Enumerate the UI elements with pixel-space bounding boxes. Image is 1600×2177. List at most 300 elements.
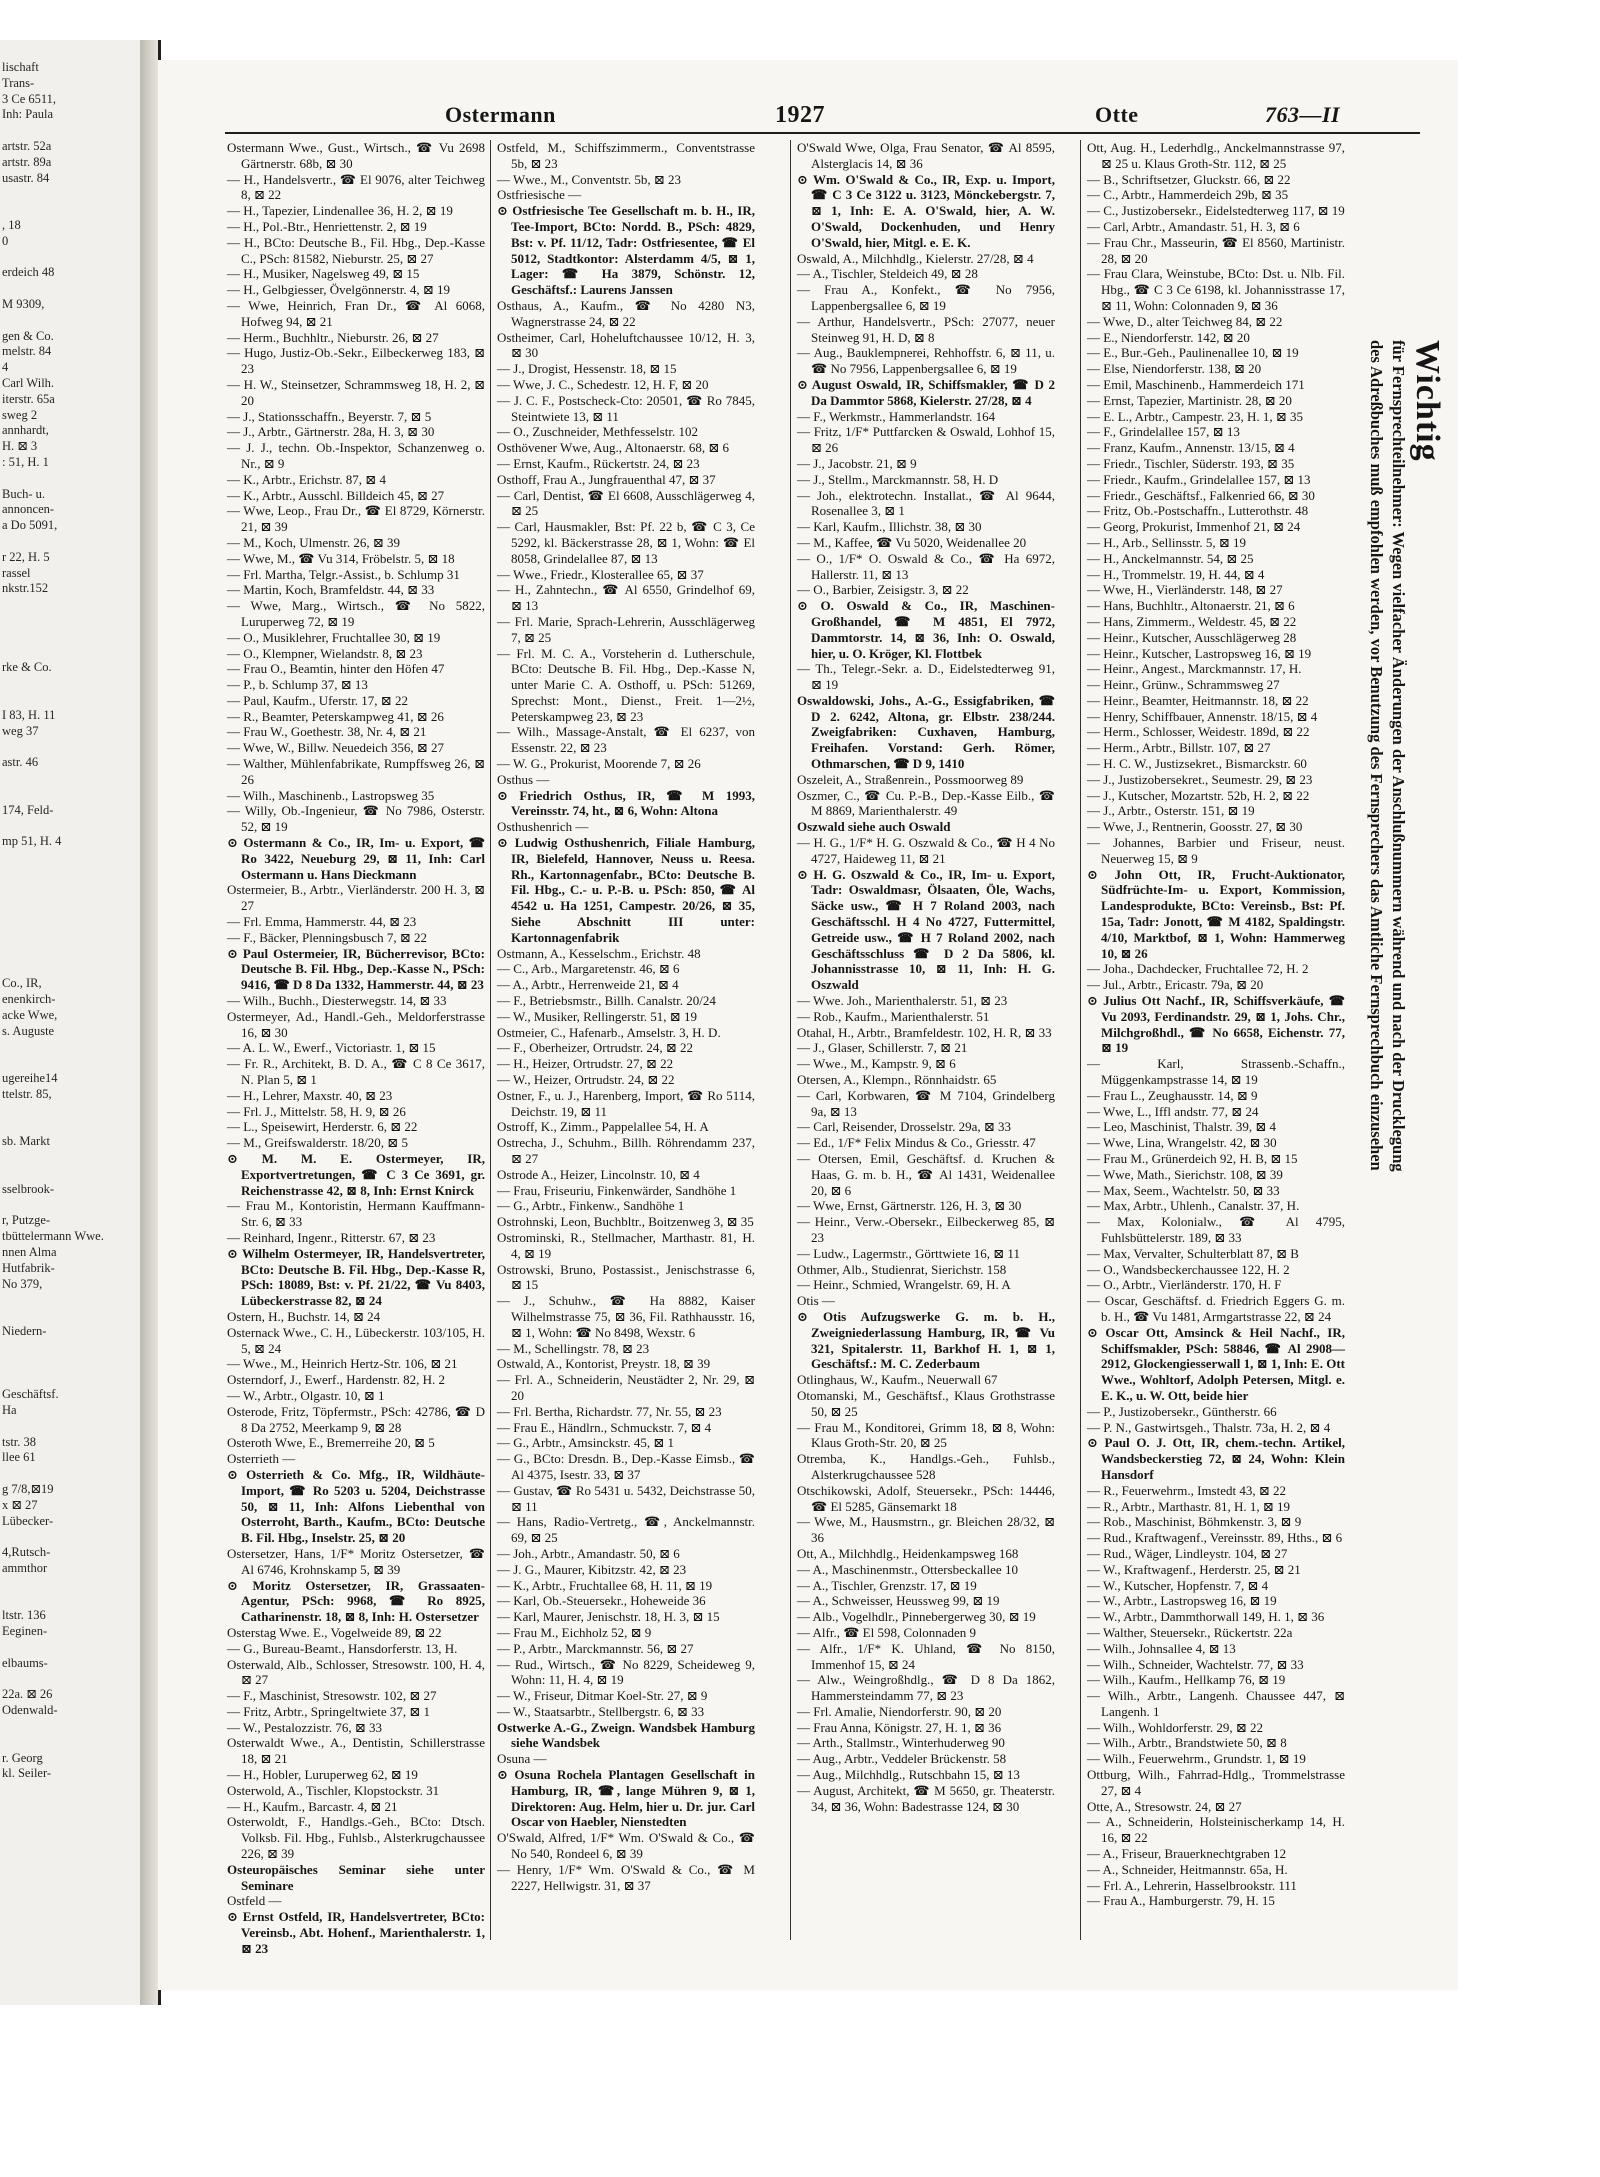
directory-entry: — Fritz, 1/F* Puttfarcken & Oswald, Lohhof 15, ⊠ 26	[797, 424, 1055, 456]
header-first-name: Ostermann	[445, 102, 556, 127]
directory-entry: Osuna —	[497, 1751, 547, 1767]
directory-entry: Ott, A., Milchhdlg., Heidenkampsweg 168	[797, 1545, 1019, 1561]
directory-entry: — J., Stellm., Marckmannstr. 58, H. D	[797, 471, 999, 487]
left-page-fragment: Carl Wilh.	[2, 376, 55, 390]
directory-entry: — H., Tapezier, Lindenallee 36, H. 2, ⊠ 19	[227, 203, 453, 219]
directory-entry: — Frau O., Beamtin, hinter den Höfen 47	[227, 661, 445, 677]
directory-entry: Osterndorf, J., Ewerf., Hardenstr. 82, H. 2	[227, 1372, 446, 1388]
directory-entry: — W., Musiker, Rellingerstr. 51, ⊠ 19	[497, 1008, 697, 1024]
directory-entry: — H., Pol.-Btr., Henriettenstr. 2, ⊠ 19	[227, 218, 427, 234]
directory-entry: — E., Bur.-Geh., Paulinenallee 10, ⊠ 19	[1087, 345, 1299, 361]
directory-entry: — W., Staatsarbtr., Stellbergstr. 6, ⊠ 33	[497, 1703, 705, 1719]
left-page-fragment: sb. Markt	[2, 1134, 50, 1149]
directory-entry: — Karl, Maurer, Jenischstr. 18, H. 3, ⊠ 15	[497, 1609, 720, 1625]
left-page-fragment: 4	[2, 360, 9, 375]
directory-entry: — A., Tischler, Steldeich 49, ⊠ 28	[797, 266, 978, 282]
left-page-fragment: tbüttelermann Wwe.	[2, 1229, 104, 1244]
directory-entry: Ostmeier, C., Hafenarb., Amselstr. 3, H. D.	[497, 1024, 721, 1040]
directory-entry: Otahal, H., Arbtr., Bramfeldestr. 102, H. R, ⊠ 33	[797, 1024, 1052, 1040]
directory-entry: — Martin, Koch, Bramfeldstr. 44, ⊠ 33	[227, 582, 435, 598]
directory-entry: — Frl. A., Lehrerin, Hasselbrookstr. 111	[1087, 1877, 1297, 1893]
firm-entry: ⊙ Paul O. J. Ott, IR, chem.-techn. Artikel, Wandsbeckerstieg 72, ⊠ 24, Wohn: Klein Hansdorf	[1087, 1435, 1345, 1482]
directory-entry: Osterwald, Alb., Schlosser, Stresowstr. 100, H. 4, ⊠ 27	[227, 1656, 485, 1688]
directory-entry: — C., Justizobersekr., Eidelstedterweg 117, ⊠ 19	[1087, 203, 1345, 219]
directory-entry: — Wilh., Schneider, Wachtelstr. 77, ⊠ 33	[1087, 1656, 1304, 1672]
directory-entry: — Leo, Maschinist, Thalstr. 39, ⊠ 4	[1087, 1119, 1277, 1135]
directory-entry: Osthus —	[497, 771, 550, 787]
directory-entry: — W., Arbtr., Lastropsweg 16, ⊠ 19	[1087, 1593, 1277, 1609]
directory-entry: Ostermeier, B., Arbtr., Vierländerstr. 200 H. 3, ⊠ 27	[227, 882, 485, 914]
directory-entry: — M., Greifswalderstr. 18/20, ⊠ 5	[227, 1135, 408, 1151]
directory-entry: Otersen, A., Klempn., Rönnhaidstr. 65	[797, 1072, 997, 1088]
directory-entry: — Walther, Mühlenfabrikate, Rumpffsweg 26, ⊠ 26	[227, 756, 485, 787]
directory-entry: Ostern, H., Buchstr. 14, ⊠ 24	[227, 1308, 381, 1324]
left-page-fragment: astr. 46	[2, 755, 39, 770]
directory-entry: — J., Stationsschaffn., Beyerstr. 7, ⊠ 5	[227, 408, 432, 424]
directory-entry: — Heinr., Angest., Marckmannstr. 17, H.	[1087, 661, 1302, 677]
directory-entry: — Frl. J., Mittelstr. 58, H. 9, ⊠ 26	[227, 1103, 406, 1119]
left-page-fragment: Odenwald-	[2, 1703, 58, 1718]
directory-entry: — Ed., 1/F* Felix Mindus & Co., Griesstr. 47	[797, 1135, 1036, 1151]
left-page-fragment: gen & Co.	[2, 328, 54, 343]
directory-entry: Ostersetzer, Hans, 1/F* Moritz Ostersetzer, ☎ Al 6746, Krohnskamp 5, ⊠ 39	[227, 1545, 485, 1577]
directory-entry: — Wwe, Ernst, Gärtnerstr. 126, H. 3, ⊠ 30	[797, 1198, 1022, 1214]
directory-entry: — Frau A., Hamburgerstr. 79, H. 15	[1087, 1893, 1275, 1909]
left-page-fragment: usastr. 84	[2, 170, 50, 185]
directory-entry: — Joh., Arbtr., Amandastr. 50, ⊠ 6	[497, 1545, 680, 1561]
directory-entry: Oswald, A., Milchhdlg., Kielerstr. 27/28, ⊠ 4	[797, 250, 1034, 266]
left-page-fragment: artstr. 52a	[2, 139, 52, 153]
header-last-name: Otte	[1095, 102, 1139, 127]
directory-entry: — H., Heizer, Ortrudstr. 27, ⊠ 22	[497, 1056, 674, 1072]
directory-entry: — Heinr., Kutscher, Lastropsweg 16, ⊠ 19	[1087, 645, 1312, 661]
directory-entry: — Friedr., Tischler, Süderstr. 193, ⊠ 35	[1087, 455, 1295, 471]
directory-entry: — Herm., Buchhltr., Nieburstr. 26, ⊠ 27	[227, 329, 439, 345]
directory-entry: — Carl, Arbtr., Amandastr. 51, H. 3, ⊠ 6	[1087, 218, 1300, 234]
firm-entry: ⊙ H. G. Oszwald & Co., IR, Im- u. Export, Tadr: Oswaldmasr, Ölsaaten, Öle, Wachs, Säcke usw., ☎ H 7 Roland 2003, nach Geschäftsschl. H 4 No 4727, Futtermittel, Getreide usw., ☎ H 7 Roland 2002, nach Geschäftsschluss ☎ D 2 Da 5806, kl. Johannisstrasse 10, ⊠ 11, Inh: H. G. Oszwald	[797, 866, 1055, 993]
directory-entry: — Carl, Hausmakler, Bst: Pf. 22 b, ☎ C 3, Ce 5292, kl. Bäckerstrasse 28, ⊠ 1, Wohn: ☎ El 8058, Grindelallee 87, ⊠ 13	[497, 519, 755, 566]
directory-entry: — H., Trommelstr. 19, H. 44, ⊠ 4	[1087, 566, 1265, 582]
directory-entry: Ostrominski, R., Stellmacher, Marthastr. 81, H. 4, ⊠ 19	[497, 1229, 755, 1261]
left-page-fragment: annoncen-	[2, 502, 55, 517]
directory-entry: — Henry, 1/F* Wm. O'Swald & Co., ☎ M 2227, Hellwigstr. 31, ⊠ 37	[497, 1861, 755, 1893]
directory-entry: — H., Musiker, Nagelsweg 49, ⊠ 15	[227, 266, 420, 282]
vertical-notice	[1355, 340, 1455, 1920]
directory-entry: Ottburg, Wilh., Fahrrad-Hdlg., Trommelstrasse 27, ⊠ 4	[1087, 1767, 1345, 1798]
directory-column-4	[1087, 140, 1345, 1940]
directory-entry: — W., Friseur, Ditmar Koel-Str. 27, ⊠ 9	[497, 1688, 708, 1704]
directory-entry: — Willy, Ob.-Ingenieur, ☎ No 7986, Osterstr. 52, ⊠ 19	[227, 803, 485, 835]
directory-entry: O'Swald Wwe, Olga, Frau Senator, ☎ Al 8595, Alsterglacis 14, ⊠ 36	[797, 140, 1055, 171]
directory-entry: — Frau W., Goethestr. 38, Nr. 4, ⊠ 21	[227, 724, 427, 740]
directory-entry: — H., BCto: Deutsche B., Fil. Hbg., Dep.-Kasse C., PSch: 81582, Nieburstr. 25, ⊠ 27	[227, 234, 485, 266]
column-rule	[790, 140, 791, 1940]
directory-entry: — Wilh., Arbtr., Brandstwiete 50, ⊠ 8	[1087, 1735, 1287, 1751]
directory-entry: — Frau Clara, Weinstube, BCto: Dst. u. Nlb. Fil. Hbg., ☎ C 3 Ce 6198, kl. Johannisstrasse 17, ⊠ 11, Wohn: Colonnaden 9, ⊠ 36	[1087, 266, 1345, 313]
notice-line: des Adreßbuches muß empfohlen werden, vor Benutzung des Fernsprechers das Amtliche Fernsprechbuch einzusehen	[1367, 340, 1386, 1171]
directory-entry: — Hans, Radio-Vertretg., ☎, Anckelmannstr. 69, ⊠ 25	[497, 1514, 755, 1546]
directory-entry: — Wilh., Massage-Anstalt, ☎ El 6237, von Essenstr. 22, ⊠ 23	[497, 724, 755, 756]
directory-entry: — F., Betriebsmstr., Billh. Canalstr. 20/24	[497, 993, 716, 1009]
directory-entry: Osteroth Wwe, E., Bremerreihe 20, ⊠ 5	[227, 1435, 435, 1451]
left-page-fragment: artstr. 89a	[2, 154, 52, 169]
directory-entry: — G., BCto: Dresdn. B., Dep.-Kasse Eimsb., ☎ Al 4375, Isestr. 33, ⊠ 37	[497, 1451, 755, 1482]
directory-entry: — C., Arb., Margaretenstr. 46, ⊠ 6	[497, 961, 680, 977]
directory-entry: — Otersen, Emil, Geschäftsf. d. Kruchen & Haas, G. m. b. H., ☎ Al 1431, Weidenallee 20, ⊠ 6	[797, 1151, 1055, 1198]
directory-entry: — B., Schriftsetzer, Gluckstr. 66, ⊠ 22	[1087, 171, 1291, 187]
directory-entry: — R., Feuerwehrm., Imstedt 43, ⊠ 22	[1087, 1482, 1287, 1498]
left-page-fragment: s. Auguste	[2, 1023, 55, 1038]
directory-entry: — R., Arbtr., Marthastr. 81, H. 1, ⊠ 19	[1087, 1498, 1290, 1514]
directory-entry: — Heinr., Kutscher, Ausschlägerweg 28	[1087, 629, 1297, 645]
left-page-fragment: weg 37	[2, 723, 39, 738]
directory-entry: — Wwe. Joh., Marienthalerstr. 51, ⊠ 23	[797, 993, 1008, 1009]
directory-entry: — Wwe, W., Billw. Neuedeich 356, ⊠ 27	[227, 740, 445, 756]
left-page-fragment: sweg 2	[2, 407, 38, 422]
directory-entry: — Franz, Kaufm., Annenstr. 13/15, ⊠ 4	[1087, 440, 1295, 456]
firm-entry: ⊙ Oscar Ott, Amsinck & Heil Nachf., IR, Schiffsmakler, PSch: 58846, ☎ Al 2908—2912, Glockengiesserwall 1, ⊠ 1, Inh: E. Ott Wwe., Wohltorf, Adolph Petersen, Mitgl. e. E. K., u. W. Ott, beide hier	[1087, 1324, 1345, 1403]
directory-entry: — J. C. F., Postscheck-Cto: 20501, ☎ Ro 7845, Steintwiete 13, ⊠ 11	[497, 392, 755, 424]
directory-entry: — Friedr., Kaufm., Grindelallee 157, ⊠ 13	[1087, 471, 1311, 487]
directory-entry: — Ludw., Lagermstr., Görttwiete 16, ⊠ 11	[797, 1245, 1020, 1261]
left-page-fragment: ugereihe14	[2, 1071, 58, 1086]
left-page-fragment: 22a. ⊠ 26	[2, 1687, 53, 1702]
directory-entry: — August, Architekt, ☎ M 5650, gr. Theaterstr. 34, ⊠ 36, Wohn: Badestrasse 124, ⊠ 30	[797, 1782, 1055, 1814]
directory-entry: — Frau A., Konfekt., ☎ No 7956, Lappenbergsallee 6, ⊠ 19	[797, 282, 1055, 313]
left-page-fragment: sselbrook-	[2, 1181, 55, 1196]
directory-entry: — H., Gelbgiesser, Övelgönnerstr. 4, ⊠ 19	[227, 282, 451, 298]
directory-entry: Ostrowski, Bruno, Postassist., Jenischstrasse 6, ⊠ 15	[497, 1261, 755, 1293]
directory-entry: — Frau M., Kontoristin, Hermann Kauffmann-Str. 6, ⊠ 33	[227, 1198, 485, 1230]
directory-entry: — A., Schweisser, Heussweg 99, ⊠ 19	[797, 1593, 1000, 1609]
directory-entry: — O., Klempner, Wielandstr. 8, ⊠ 23	[227, 645, 423, 661]
directory-entry: — F., Oberheizer, Ortrudstr. 24, ⊠ 22	[497, 1040, 693, 1056]
directory-entry: — Aug., Milchhdlg., Rutschbahn 15, ⊠ 13	[797, 1767, 1020, 1783]
directory-entry: — Wilh., Buchh., Diesterwegstr. 14, ⊠ 33	[227, 993, 447, 1009]
directory-column-1	[227, 140, 485, 1956]
firm-entry: ⊙ Ludwig Osthushenrich, Filiale Hamburg, IR, Bielefeld, Hannover, Neuss u. Reesa. Rh., Kartonnagenfabr., BCto: Deutsche B. Fil. Hbg., C.- u. P.-B. u. PSch: 850, ☎ Al 4542 u. Ha 1251, Campestr. 20/26, ⊠ 35, Siehe Abschnitt III unter: Kartonnagenfabrik	[497, 835, 755, 945]
directory-entry: — J., Arbtr., Osterstr. 151, ⊠ 19	[1087, 803, 1255, 819]
directory-entry: — Frau, Friseuriu, Finkenwärder, Sandhöhe 1	[497, 1182, 737, 1198]
directory-entry: — Joha., Dachdecker, Fruchtallee 72, H. 2	[1087, 961, 1309, 977]
directory-entry: — Ernst, Tapezier, Martinistr. 28, ⊠ 20	[1087, 392, 1292, 408]
directory-entry: — Frau Chr., Masseurin, ☎ El 8560, Martinistr. 28, ⊠ 20	[1087, 234, 1345, 266]
directory-entry: — Aug., Bauklempnerei, Rehhoffstr. 6, ⊠ 11, u. ☎ No 7956, Lappenbergsallee 6, ⊠ 19	[797, 345, 1055, 377]
left-page-fragment: Eeginen-	[2, 1624, 48, 1639]
directory-entry: — A., Maschinenmstr., Ottersbeckallee 10	[797, 1561, 1018, 1577]
directory-entry: — P., Justizobersekr., Güntherstr. 66	[1087, 1403, 1277, 1419]
directory-entry: — P., Arbtr., Marckmannstr. 56, ⊠ 27	[497, 1640, 694, 1656]
left-page-fragment: nnen Alma	[2, 1245, 57, 1259]
directory-entry: — H., Hobler, Luruperweg 62, ⊠ 19	[227, 1767, 418, 1783]
left-page-fragment: 3 Ce 6511,	[2, 91, 57, 106]
directory-entry: — Wilh., Arbtr., Langenh. Chaussee 447, ⊠ Langenh. 1	[1087, 1688, 1345, 1719]
column-rule	[490, 140, 491, 1940]
directory-entry: Ostfriesische —	[497, 187, 582, 203]
left-page-fragment: Hutfabrik-	[2, 1260, 55, 1275]
directory-entry: — Alb., Vogelhdlr., Pinnebergerweg 30, ⊠ 19	[797, 1609, 1036, 1625]
left-page-fragment: M 9309,	[2, 297, 45, 311]
directory-entry: — Frl. Martha, Telgr.-Assist., b. Schlump 31	[227, 566, 460, 582]
directory-entry: — G., Bureau-Beamt., Hansdorferstr. 13, H.	[227, 1640, 458, 1656]
directory-entry: Oszmer, C., ☎ Cu. P.-B., Dep.-Kasse Eilb., ☎ M 8869, Marienthalerstr. 49	[797, 787, 1055, 819]
directory-entry: — G., Arbtr., Amsinckstr. 45, ⊠ 1	[497, 1435, 675, 1451]
column-rule	[1080, 140, 1081, 1940]
left-page-fragment: acke Wwe,	[2, 1008, 58, 1022]
directory-entry: — Rob., Kaufm., Marienthalerstr. 51	[797, 1008, 990, 1024]
directory-entry: Ott, Aug. H., Lederhdlg., Anckelmannstrasse 97, ⊠ 25 u. Klaus Groth-Str. 112, ⊠ 25	[1087, 140, 1345, 171]
left-page-fragment: kl. Seiler-	[2, 1766, 52, 1781]
directory-entry: Osterwold, A., Tischler, Klopstockstr. 31	[227, 1782, 440, 1798]
directory-entry: — Hugo, Justiz-Ob.-Sekr., Eilbeckerweg 183, ⊠ 23	[227, 345, 485, 377]
directory-entry: Ostwald, A., Kontorist, Preystr. 18, ⊠ 39	[497, 1356, 711, 1372]
directory-entry: — Wwe, J. C., Schedestr. 12, H. F, ⊠ 20	[497, 376, 709, 392]
directory-entry: — Hans, Zimmerm., Weldestr. 45, ⊠ 22	[1087, 613, 1297, 629]
left-page-fragment: 4,Rutsch-	[2, 1545, 51, 1560]
directory-entry: — Emil, Maschinenb., Hammerdeich 171	[1087, 376, 1305, 392]
directory-entry: — Rud., Wirtsch., ☎ No 8229, Scheideweg 9, Wohn: 11, H. 4, ⊠ 19	[497, 1656, 755, 1688]
left-page-fragment: ttelstr. 85,	[2, 1087, 52, 1101]
directory-entry: — H., Anckelmannstr. 54, ⊠ 25	[1087, 550, 1254, 566]
directory-entry: — W., Kutscher, Hopfenstr. 7, ⊠ 4	[1087, 1577, 1269, 1593]
directory-entry: — Else, Niendorferstr. 138, ⊠ 20	[1087, 361, 1262, 377]
left-page-fragment: nkstr.152	[2, 581, 49, 596]
directory-entry: Osthövener Wwe, Aug., Altonaerstr. 68, ⊠ 6	[497, 440, 729, 456]
directory-entry: — Friedr., Geschäftsf., Falkenried 66, ⊠ 30	[1087, 487, 1315, 503]
left-page-fragment: iterstr. 65a	[2, 391, 55, 406]
directory-entry: — W., Pestalozzistr. 76, ⊠ 33	[227, 1719, 382, 1735]
directory-entry: — Wwe., Friedr., Klosterallee 65, ⊠ 37	[497, 566, 704, 582]
directory-entry: Osthaus, A., Kaufm., ☎ No 4280 N3, Wagnerstrasse 24, ⊠ 22	[497, 297, 755, 329]
firm-entry: ⊙ Ostermann & Co., IR, Im- u. Export, ☎ Ro 3422, Neueburg 29, ⊠ 11, Inh: Carl Ostermann u. Hans Dieckmann	[227, 835, 485, 882]
directory-entry: — J. G., Maurer, Kibitzstr. 42, ⊠ 23	[497, 1561, 687, 1577]
left-page-fragment: Lübecker-	[2, 1513, 54, 1528]
directory-entry: — Jul., Arbtr., Ericastr. 79a, ⊠ 20	[1087, 977, 1264, 993]
directory-entry: — P., b. Schlump 37, ⊠ 13	[227, 677, 368, 693]
directory-entry: — Wilh., Johnsallee 4, ⊠ 13	[1087, 1640, 1236, 1656]
directory-column-2	[497, 140, 755, 1940]
directory-entry: — H., Zahntechn., ☎ Al 6550, Grindelhof 69, ⊠ 13	[497, 582, 755, 614]
directory-entry: — Wwe, M., Hausmstrn., gr. Bleichen 28/32, ⊠ 36	[797, 1514, 1055, 1546]
left-page-fragment: rke & Co.	[2, 660, 52, 675]
directory-entry: Ostfeld, M., Schiffszimmerm., Conventstrasse 5b, ⊠ 23	[497, 140, 755, 171]
directory-entry: — Wilh., Wohldorferstr. 29, ⊠ 22	[1087, 1719, 1264, 1735]
directory-entry: — Heinr., Verw.-Obersekr., Eilbeckerweg 85, ⊠ 23	[797, 1214, 1055, 1245]
directory-entry: — Frau L., Zeughausstr. 14, ⊠ 9	[1087, 1087, 1258, 1103]
directory-entry: — O., Musiklehrer, Fruchtallee 30, ⊠ 19	[227, 629, 441, 645]
directory-entry: — W., Arbtr., Olgastr. 10, ⊠ 1	[227, 1387, 385, 1403]
directory-entry: — Ernst, Kaufm., Rückertstr. 24, ⊠ 23	[497, 455, 700, 471]
directory-entry: — Alw., Weingroßhdlg., ☎ D 8 Da 1862, Hammersteindamm 77, ⊠ 23	[797, 1672, 1055, 1704]
directory-entry: — J., Glaser, Schillerstr. 7, ⊠ 21	[797, 1040, 968, 1056]
firm-entry: ⊙ Wm. O'Swald & Co., IR, Exp. u. Import, ☎ C 3 Ce 3122 u. 3123, Mönckebergstr. 7, ⊠ 1, Inh: E. A. O'Swald, hier, A. W. O'Swald, Dockenhuden, und Henry O'Swald, hier, Mitgl. e. E. K.	[797, 171, 1055, 250]
directory-entry: — H. C. W., Justizsekret., Bismarckstr. 60	[1087, 756, 1307, 772]
directory-entry: — M., Koch, Ulmenstr. 26, ⊠ 39	[227, 534, 401, 550]
directory-entry: — K., Arbtr., Fruchtallee 68, H. 11, ⊠ 19	[497, 1577, 713, 1593]
directory-entry: — W. G., Prokurist, Moorende 7, ⊠ 26	[497, 756, 701, 772]
directory-entry: — Wwe, D., alter Teichweg 84, ⊠ 22	[1087, 313, 1283, 329]
left-page-fragment: llee 61	[2, 1450, 36, 1465]
directory-entry: — E., Niendorferstr. 142, ⊠ 20	[1087, 329, 1250, 345]
directory-entry: Oszeleit, A., Straßenrein., Possmoorweg 89	[797, 771, 1024, 787]
firm-entry: ⊙ M. M. E. Ostermeyer, IR, Exportvertretungen, ☎ C 3 Ce 3691, gr. Reichenstrasse 42, ⊠ 8, Inh: Ernst Knirck	[227, 1151, 485, 1198]
directory-entry: — W., Kraftwagenf., Herderstr. 25, ⊠ 21	[1087, 1561, 1301, 1577]
directory-entry: — H., Handelsvertr., ☎ El 9076, alter Teichweg 8, ⊠ 22	[227, 171, 485, 203]
directory-entry: — Carl, Dentist, ☎ El 6608, Ausschlägerweg 4, ⊠ 25	[497, 487, 755, 519]
directory-entry: — J., Jacobstr. 21, ⊠ 9	[797, 455, 917, 471]
directory-entry: — Frl. Amalie, Niendorferstr. 90, ⊠ 20	[797, 1703, 1002, 1719]
firm-entry: Oswaldowski, Johs., A.-G., Essigfabriken, ☎ D 2. 6242, Altona, gr. Elbstr. 238/244. Zweigfabriken: Cuxhaven, Hamburg, Freihafen. Vorstand: Gerh. Römer, Othmarschen, ☎ D 9, 1410	[797, 692, 1055, 772]
directory-entry: Otremba, K., Handlgs.-Geh., Fuhlsb., Alsterkrugchaussee 528	[797, 1451, 1055, 1482]
directory-entry: — A., Tischler, Grenzstr. 17, ⊠ 19	[797, 1577, 977, 1593]
directory-entry: — Frau E., Händlrn., Schmuckstr. 7, ⊠ 4	[497, 1419, 712, 1435]
directory-entry: — A., Friseur, Brauerknechtgraben 12	[1087, 1846, 1287, 1862]
directory-entry: — Hans, Buchhltr., Altonaerstr. 21, ⊠ 6	[1087, 598, 1295, 614]
directory-entry: — F., Grindelallee 157, ⊠ 13	[1087, 424, 1240, 440]
firm-entry: ⊙ Wilhelm Ostermeyer, IR, Handelsvertreter, BCto: Deutsche B. Fil. Hbg., Dep.-Kasse R, PSch: 18089, Bst: v. Pf. 21/22, ☎ Vu 8403, Lübeckerstrasse 82, ⊠ 24	[227, 1245, 485, 1309]
firm-entry: ⊙ John Ott, IR, Frucht-Auktionator, Südfrüchte-Im- u. Export, Kommission, Landesprodukte, BCto: Vereinsb., Bst: Pf. 15a, Tadr: Jonott, ☎ M 4182, Spaldingstr. 4/10, Marktbof, ⊠ 1, Wohn: Hammerweg 10, ⊠ 26	[1087, 866, 1345, 961]
directory-entry: — K., Arbtr., Ausschl. Billdeich 45, ⊠ 27	[227, 487, 445, 503]
left-page-fragment: : 51, H. 1	[2, 455, 49, 469]
left-page-fragment: 0	[2, 233, 9, 248]
directory-entry: — Reinhard, Ingenr., Ritterstr. 67, ⊠ 23	[227, 1229, 436, 1245]
left-page-fragment: Trans-	[2, 75, 35, 90]
directory-entry: — Wilh., Kaufm., Hellkamp 76, ⊠ 19	[1087, 1672, 1286, 1688]
directory-entry: Osternack Wwe., C. H., Lübeckerstr. 103/105, H. 5, ⊠ 24	[227, 1324, 485, 1356]
directory-entry: — Heinr., Grünw., Schrammsweg 27	[1087, 677, 1280, 693]
directory-entry: — J., Arbtr., Gärtnerstr. 28a, H. 3, ⊠ 30	[227, 424, 435, 440]
directory-entry: Ostmann, A., Kesselschm., Erichstr. 48	[497, 945, 701, 961]
directory-entry: — Arthur, Handelsvertr., PSch: 27077, neuer Steinweg 91, H. D, ⊠ 8	[797, 313, 1055, 345]
directory-entry: Ostermann Wwe., Gust., Wirtsch., ☎ Vu 2698 Gärtnerstr. 68b, ⊠ 30	[227, 140, 485, 171]
firm-entry: ⊙ Paul Ostermeier, IR, Bücherrevisor, BCto: Deutsche B. Fil. Hbg., Dep.-Kasse N., PSch: 9416, ☎ D 8 Da 1332, Hammerstr. 44, ⊠ 23	[227, 945, 485, 993]
directory-entry: — Frl. A., Schneiderin, Neustädter 2, Nr. 29, ⊠ 20	[497, 1372, 755, 1403]
directory-entry: — Fritz, Ob.-Postschaffn., Lutterothstr. 48	[1087, 503, 1309, 519]
scan-margin	[0, 2005, 1600, 2177]
directory-entry: — Wwe., M., Heinrich Hertz-Str. 106, ⊠ 21	[227, 1356, 458, 1372]
directory-entry: — Th., Telegr.-Sekr. a. D., Eidelstedterweg 91, ⊠ 19	[797, 661, 1055, 693]
directory-entry: Otlinghaus, W., Kaufm., Neuerwall 67	[797, 1372, 998, 1388]
left-page-fragment: , 18	[2, 218, 21, 232]
left-page-fragment: a Do 5091,	[2, 518, 58, 533]
directory-entry: — O., Wandsbeckerchaussee 122, H. 2	[1087, 1261, 1290, 1277]
directory-entry: Otis —	[797, 1293, 835, 1309]
notice-title: Wichtig	[1409, 340, 1446, 462]
directory-entry: — Wwe, H., Vierländerstr. 148, ⊠ 27	[1087, 582, 1283, 598]
firm-entry: Oszwald siehe auch Oswald	[797, 819, 951, 835]
directory-entry: Osthushenrich —	[497, 819, 589, 835]
directory-entry: — E. L., Arbtr., Campestr. 23, H. 1, ⊠ 35	[1087, 408, 1303, 424]
left-page-fragment: melstr. 84	[2, 344, 52, 359]
directory-entry: Ostfeld —	[227, 1893, 282, 1909]
left-page-fragment: elbaums-	[2, 1655, 48, 1670]
directory-entry: — Arth., Stallmstr., Winterhuderweg 90	[797, 1735, 1005, 1751]
directory-entry: Otte, A., Stresowstr. 24, ⊠ 27	[1087, 1798, 1242, 1814]
firm-entry: ⊙ Ostfriesische Tee Gesellschaft m. b. H., IR, Tee-Import, BCto: Nordd. B., PSch: 4829, Bst: v. Pf. 11/12, Tadr: Ostfriesentee, ☎ El 5012, Stadtkontor: Alsterdamm 4/5, ⊠ 1, Lager: ☎ Ha 3879, Schönstr. 12, Geschäftsf.: Laurens Janssen	[497, 203, 755, 298]
notice-line: für Fernsprechteilnehmer: Wegen vielfacher Änderungen der Anschlußnummern während und nach der Drucklegung	[1389, 340, 1408, 1172]
directory-entry: — O., 1/F* O. Oswald & Co., ☎ Ha 6972, Hallerstr. 11, ⊠ 13	[797, 550, 1055, 582]
left-page-fragment: lischaft	[2, 60, 39, 74]
directory-entry: — O., Arbtr., Vierländerstr. 170, H. F	[1087, 1277, 1282, 1293]
directory-entry: — Georg, Prokurist, Immenhof 21, ⊠ 24	[1087, 519, 1301, 535]
firm-entry: ⊙ Friedrich Osthus, IR, ☎ M 1993, Vereinsstr. 74, ht., ⊠ 6, Wohn: Altona	[497, 787, 755, 819]
left-page-fragment: mp 51, H. 4	[2, 834, 62, 849]
firm-entry: ⊙ O. Oswald & Co., IR, Maschinen-Großhandel, ☎ M 4851, El 7972, Dammtorstr. 14, ⊠ 36, Inh: O. Oswald, hier, u. O. Kröger, Kl. Flottbek	[797, 598, 1055, 661]
firm-entry: ⊙ Osuna Rochela Plantagen Gesellschaft in Hamburg, IR, ☎, lange Mühren 9, ⊠ 1, Direktoren: Aug. Helm, hier u. Dr. jur. Carl Oscar von Haebler, Nienstedten	[497, 1767, 755, 1830]
directory-entry: — J., Kutscher, Mozartstr. 52b, H. 2, ⊠ 22	[1087, 787, 1310, 803]
directory-entry: — Frl. Marie, Sprach-Lehrerin, Ausschlägerweg 7, ⊠ 25	[497, 613, 755, 645]
left-page-fragment: Inh: Paula	[2, 107, 54, 122]
directory-entry: — Max, Kolonialw., ☎ Al 4795, Fuhlsbüttelerstr. 189, ⊠ 33	[1087, 1214, 1345, 1245]
left-page-fragment: ammthor	[2, 1561, 48, 1575]
directory-entry: — Frau M., Eichholz 52, ⊠ 9	[497, 1624, 652, 1640]
directory-entry: — W., Arbtr., Dammthorwall 149, H. 1, ⊠ 36	[1087, 1609, 1325, 1625]
directory-entry: O'Swald, Alfred, 1/F* Wm. O'Swald & Co., ☎ No 540, Rondeel 6, ⊠ 39	[497, 1830, 755, 1862]
directory-entry: Ostrode A., Heizer, Lincolnstr. 10, ⊠ 4	[497, 1166, 700, 1182]
directory-entry: — Heinr., Beamter, Heitmannstr. 18, ⊠ 22	[1087, 692, 1309, 708]
directory-entry: — Henry, Schiffbauer, Annenstr. 18/15, ⊠ 4	[1087, 708, 1318, 724]
directory-entry: — Frl. M. C. A., Vorsteherin d. Lutherschule, BCto: Deutsche B. Fil. Hbg., Dep.-Kasse N, unter Marie C. A. Osthoff, u. PSch: 51269, Sprechst: Mont., Dienst., Freit. 1—2½, Peterskampweg 23, ⊠ 23	[497, 645, 755, 724]
directory-entry: Osthoff, Frau A., Jungfrauenthal 47, ⊠ 37	[497, 471, 716, 487]
directory-entry: — J., Schuhw., ☎ Ha 8882, Kaiser Wilhelmstrasse 75, ⊠ 36, Fil. Rathhausstr. 16, ⊠ 1, Wohn: ☎ No 8498, Wexstr. 6	[497, 1293, 755, 1340]
directory-entry: — Wilh., Feuerwehrm., Grundstr. 1, ⊠ 19	[1087, 1751, 1306, 1767]
left-page-fragment: Ha	[2, 1403, 17, 1417]
directory-entry: — M., Schellingstr. 78, ⊠ 23	[497, 1340, 650, 1356]
directory-entry: — M., Kaffee, ☎ Vu 5020, Weidenallee 20	[797, 534, 1027, 550]
firm-entry: Ostwerke A.-G., Zweign. Wandsbek Hamburg siehe Wandsbek	[497, 1719, 755, 1751]
directory-entry: — Rud., Wäger, Lindleystr. 104, ⊠ 27	[1087, 1545, 1288, 1561]
directory-entry: — Wilh., Maschinenb., Lastropsweg 35	[227, 787, 435, 803]
directory-entry: — Oscar, Geschäftsf. d. Friedrich Eggers G. m. b. H., ☎ Vu 1481, Armgartstrasse 22, ⊠ 24	[1087, 1293, 1345, 1324]
directory-entry: — Karl, Strassenb.-Schaffn., Müggenkampstrasse 14, ⊠ 19	[1087, 1056, 1345, 1088]
directory-entry: — Gustav, ☎ Ro 5431 u. 5432, Deichstrasse 50, ⊠ 11	[497, 1482, 755, 1514]
directory-entry: — Frl. Bertha, Richardstr. 77, Nr. 55, ⊠ 23	[497, 1403, 722, 1419]
directory-entry: Ostrohnski, Leon, Buchbltr., Boitzenweg 3, ⊠ 35	[497, 1214, 754, 1230]
directory-entry: — H., Kaufm., Barcastr. 4, ⊠ 21	[227, 1798, 398, 1814]
firm-entry: ⊙ Moritz Ostersetzer, IR, Grassaaten-Agentur, PSch: 9968, ☎ Ro 8925, Catharinenstr. 18, ⊠ 8, Inh: H. Ostersetzer	[227, 1577, 485, 1625]
left-page-fragment: Buch- u.	[2, 486, 46, 501]
directory-entry: Otschikowski, Adolf, Steuersekr., PSch: 14446, ☎ El 5285, Gänsemarkt 18	[797, 1482, 1055, 1514]
directory-entry: — Max, Vervalter, Schulterblatt 87, ⊠ B	[1087, 1245, 1299, 1261]
directory-entry: — Wwe., M., Kampstr. 9, ⊠ 6	[797, 1056, 956, 1072]
directory-entry: — A. L. W., Ewerf., Victoriastr. 1, ⊠ 15	[227, 1040, 436, 1056]
directory-entry: — O., Barbier, Zeisigstr. 3, ⊠ 22	[797, 582, 969, 598]
directory-entry: Ostner, F., u. J., Harenberg, Import, ☎ Ro 5114, Deichstr. 19, ⊠ 11	[497, 1087, 755, 1119]
left-page-fragment: Niedern-	[2, 1324, 47, 1338]
firm-entry: ⊙ Otis Aufzugswerke G. m. b. H., Zweigniederlassung Hamburg, IR, ☎ Vu 321, Spitalerstr. 11, Barkhof H. 1, ⊠ 1, Geschäftsf.: M. C. Zederbaum	[797, 1308, 1055, 1372]
directory-entry: — Wwe, Leop., Frau Dr., ☎ El 8729, Körnerstr. 21, ⊠ 39	[227, 503, 485, 535]
directory-entry: Ostroff, K., Zimm., Pappelallee 54, H. A	[497, 1119, 709, 1135]
directory-entry: Otomanski, M., Geschäftsf., Klaus Grothstrasse 50, ⊠ 25	[797, 1387, 1055, 1419]
directory-entry: Osterwoldt, F., Handlgs.-Geh., BCto: Dtsch. Volksb. Fil. Hbg., Fuhlsb., Alsterkrugchaussee 226, ⊠ 39	[227, 1814, 485, 1862]
directory-entry: — Frau Anna, Königstr. 27, H. 1, ⊠ 36	[797, 1719, 1002, 1735]
directory-entry: — Rob., Maschinist, Böhmkenstr. 3, ⊠ 9	[1087, 1514, 1302, 1530]
directory-entry: — A., Schneiderin, Holsteinischerkamp 14, H. 16, ⊠ 22	[1087, 1814, 1345, 1846]
directory-entry: — Rud., Kraftwagenf., Vereinsstr. 89, Hths., ⊠ 6	[1087, 1530, 1343, 1546]
left-page-fragment: annhardt,	[2, 423, 49, 438]
firm-entry: ⊙ Julius Ott Nachf., IR, Schiffsverkäufe, ☎ Vu 2093, Ferdinandstr. 29, ⊠ 1, Johs. Chr., Milchgroßhdl., ☎ No 6658, Eichenstr. 77, ⊠ 19	[1087, 993, 1345, 1056]
directory-entry: — F., Bäcker, Plenningsbusch 7, ⊠ 22	[227, 929, 427, 945]
directory-entry: — G., Arbtr., Finkenw., Sandhöhe 1	[497, 1198, 685, 1214]
directory-entry: — L., Speisewirt, Herderstr. 6, ⊠ 22	[227, 1119, 418, 1135]
directory-entry: — J., Drogist, Hessenstr. 18, ⊠ 15	[497, 361, 677, 377]
directory-entry: — Aug., Arbtr., Veddeler Brückenstr. 58	[797, 1751, 1007, 1767]
directory-entry: — J., Justizobersekret., Seumestr. 29, ⊠ 23	[1087, 771, 1313, 787]
left-page-fragment: r, Putzge-	[2, 1213, 51, 1228]
directory-entry: — Alfr., ☎ El 598, Colonnaden 9	[797, 1624, 977, 1640]
firm-entry: Osteuropäisches Seminar siehe unter Seminare	[227, 1861, 485, 1893]
directory-entry: — R., Beamter, Peterskampweg 41, ⊠ 26	[227, 708, 444, 724]
